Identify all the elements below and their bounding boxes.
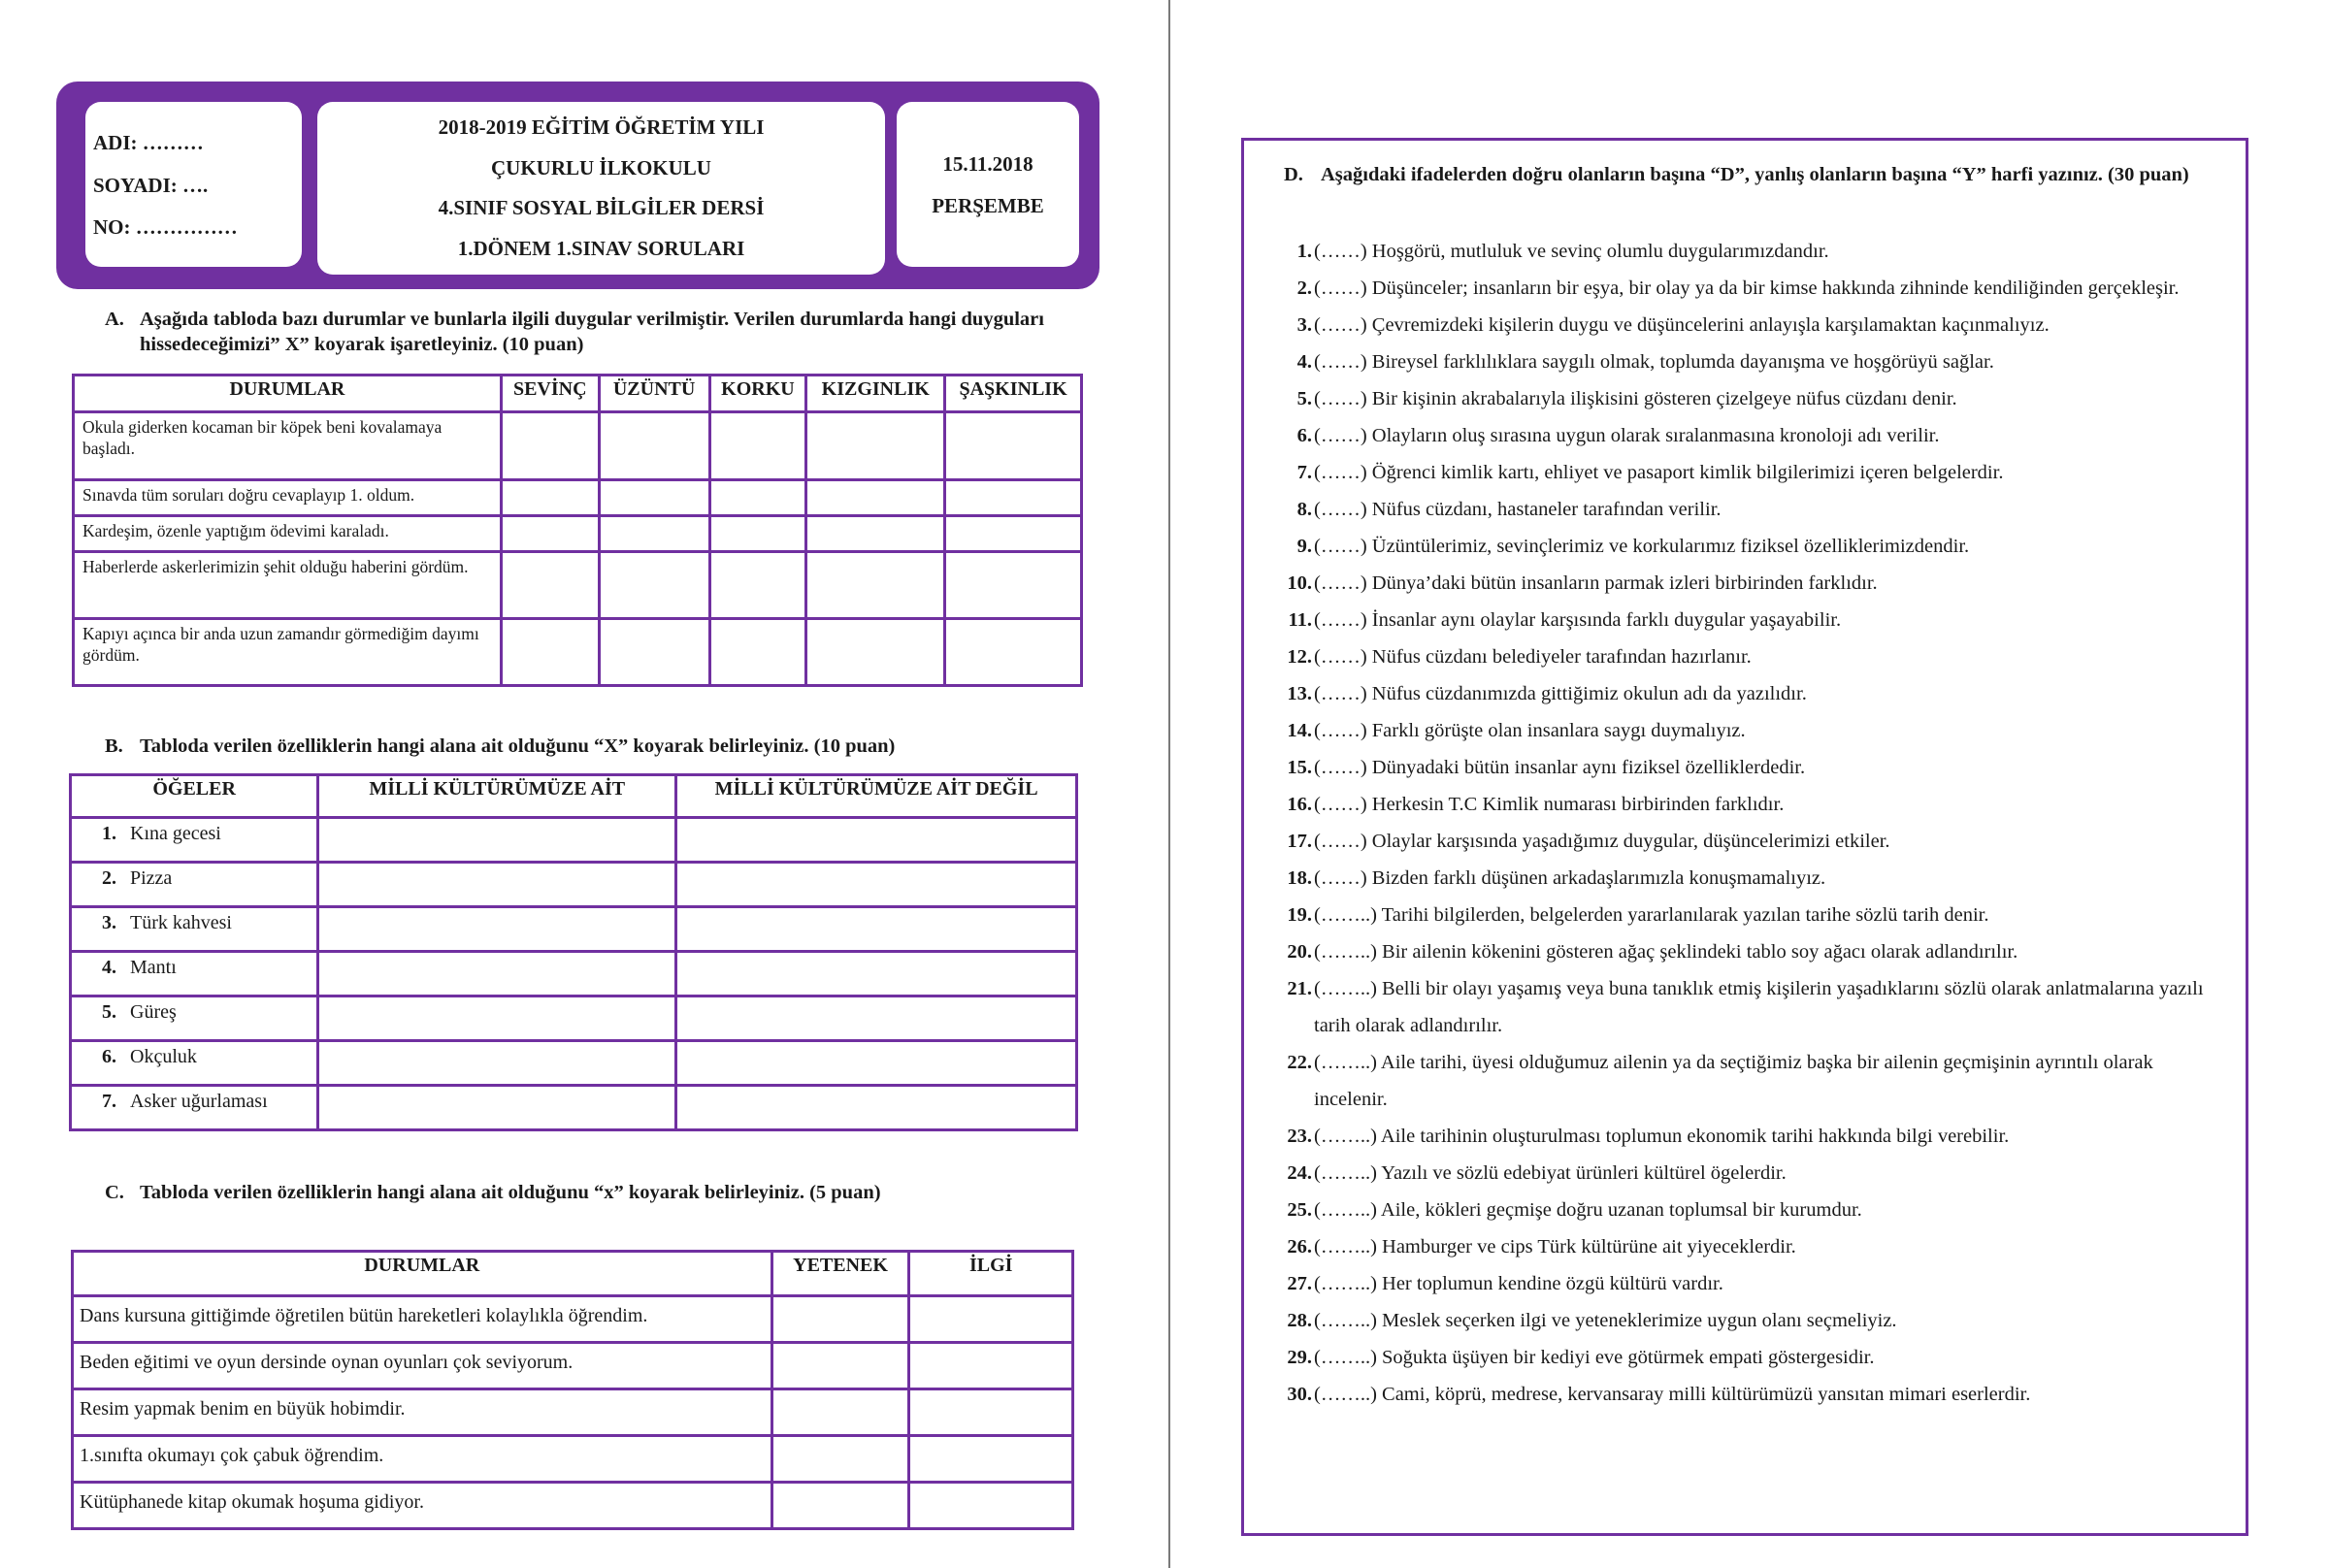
column-header: MİLLİ KÜLTÜRÜMÜZE AİT DEĞİL [676, 775, 1077, 818]
column-header: DURUMLAR [74, 376, 502, 412]
table-row [74, 480, 1082, 516]
question-item[interactable] [1275, 675, 2226, 712]
question-item[interactable] [1275, 1339, 2226, 1376]
question-text: (……..) Tarihi bilgilerden, belgelerden yararlanılarak yazılan tarihe sözlü tarih denir. [1314, 904, 1989, 926]
answer-cell[interactable] [709, 412, 806, 480]
question-number: 10. [1287, 572, 1312, 594]
element-label: Güreş [130, 1001, 177, 1023]
answer-cell[interactable] [909, 1483, 1073, 1529]
question-item[interactable] [1275, 638, 2226, 675]
question-text: (……..) Aile tarihinin oluşturulması toplumun ekonomik tarihi hakkında bilgi verebilir. [1314, 1126, 2010, 1147]
question-item[interactable] [1275, 602, 2226, 638]
answer-cell[interactable] [501, 412, 599, 480]
answer-cell[interactable] [676, 818, 1077, 863]
section-d-letter: D. [1284, 164, 1303, 185]
table-row [73, 1389, 1073, 1436]
table-header-row [71, 775, 1077, 818]
question-item[interactable] [1275, 1265, 2226, 1302]
question-text: (……) Bizden farklı düşünen arkadaşlarımızla konuşmamalıyız. [1314, 867, 1826, 889]
question-text: (……..) Cami, köprü, medrese, kervansaray milli kültürümüzü yansıtan mimari eserlerdir. [1314, 1384, 2031, 1405]
question-item[interactable] [1275, 1228, 2226, 1265]
answer-cell[interactable] [806, 552, 945, 619]
answer-cell[interactable] [771, 1483, 909, 1529]
school-name: ÇUKURLU İLKOKULU [491, 156, 711, 180]
question-number: 21. [1287, 978, 1312, 999]
answer-cell[interactable] [709, 480, 806, 516]
question-item[interactable] [1275, 860, 2226, 897]
table-row [71, 1041, 1077, 1086]
answer-cell[interactable] [945, 412, 1082, 480]
question-item[interactable] [1275, 897, 2226, 933]
question-text: (……..) Belli bir olayı yaşamış veya buna tanıklık etmiş kişilerin yaşadıklarını sözlü olarak anlatmalarına yazılı tarih olarak adlandırılır. [1314, 978, 2204, 1036]
question-number: 8. [1296, 499, 1312, 520]
question-text: (……) Üzüntülerimiz, sevinçlerimiz ve korkularımız fiziksel özelliklerimizdendir. [1314, 536, 1970, 557]
answer-cell[interactable] [676, 996, 1077, 1041]
answer-cell[interactable] [945, 552, 1082, 619]
column-header: ŞAŞKINLIK [945, 376, 1082, 412]
question-text: (……) Dünyadaki bütün insanlar aynı fiziksel özelliklerdedir. [1314, 757, 1806, 778]
question-item[interactable] [1275, 1118, 2226, 1155]
question-item[interactable] [1275, 491, 2226, 528]
question-text: (……..) Yazılı ve sözlü edebiyat ürünleri kültürel ögelerdir. [1314, 1162, 1787, 1184]
question-number: 20. [1287, 941, 1312, 963]
page-divider [1168, 0, 1170, 1568]
student-name-field: ADI: ……… [93, 131, 204, 154]
question-item[interactable] [1275, 528, 2226, 565]
question-number: 24. [1287, 1162, 1312, 1184]
column-header: SEVİNÇ [501, 376, 599, 412]
situation-cell: Resim yapmak benim en büyük hobimdir. [73, 1389, 772, 1436]
course-name: 4.SINIF SOSYAL BİLGİLER DERSİ [438, 196, 765, 219]
exam-date-box [897, 102, 1079, 267]
answer-cell[interactable] [709, 619, 806, 686]
question-number: 4. [1296, 351, 1312, 373]
question-text: (……..) Her toplumun kendine özgü kültürü vardır. [1314, 1273, 1723, 1294]
question-text: (……..) Bir ailenin kökenini gösteren ağaç şeklindeki tablo soy ağacı olarak adlandırılır. [1314, 941, 2018, 963]
exam-title-box [317, 102, 885, 275]
row-number: 6. [102, 1046, 116, 1067]
element-label: Türk kahvesi [130, 912, 232, 933]
element-cell [71, 1041, 318, 1086]
question-item[interactable] [1275, 270, 2226, 307]
question-number: 16. [1287, 794, 1312, 815]
situation-cell: Sınavda tüm soruları doğru cevaplayıp 1. oldum. [74, 480, 502, 516]
question-text: (……) İnsanlar aynı olaylar karşısında farklı duygular yaşayabilir. [1314, 609, 1842, 631]
answer-cell[interactable] [501, 516, 599, 552]
element-label: Okçuluk [130, 1046, 197, 1067]
student-surname-field: SOYADI: …. [93, 174, 209, 197]
question-number: 2. [1296, 278, 1312, 299]
table-row [73, 1296, 1073, 1343]
question-text: (……) Hoşgörü, mutluluk ve sevinç olumlu duygularımızdandır. [1314, 241, 1829, 262]
answer-cell[interactable] [945, 619, 1082, 686]
answer-cell[interactable] [676, 952, 1077, 996]
table-row [73, 1343, 1073, 1389]
question-text: (……..) Aile tarihi, üyesi olduğumuz ailenin ya da seçtiğimiz başka bir ailenin geçmişinin ayrıntılı olarak incelenir. [1314, 1052, 2153, 1110]
question-item[interactable] [1275, 1376, 2226, 1413]
section-c-heading [105, 1180, 1085, 1205]
answer-cell[interactable] [709, 516, 806, 552]
situation-cell: Kapıyı açınca bir anda uzun zamandır görmediğim dayımı gördüm. [74, 619, 502, 686]
question-item[interactable] [1275, 1155, 2226, 1192]
answer-cell[interactable] [599, 480, 709, 516]
situation-cell: Haberlerde askerlerimizin şehit olduğu haberini gördüm. [74, 552, 502, 619]
section-a-heading [105, 307, 1085, 357]
table-row [71, 996, 1077, 1041]
table-row [74, 516, 1082, 552]
question-text: (……) Nüfus cüzdanı belediyeler tarafından hazırlanır. [1314, 646, 1752, 668]
question-item[interactable] [1275, 565, 2226, 602]
answer-cell[interactable] [676, 863, 1077, 907]
element-label: Pizza [130, 867, 173, 889]
question-text: (……..) Hamburger ve cips Türk kültürüne ait yiyeceklerdir. [1314, 1236, 1796, 1258]
exam-name: 1.DÖNEM 1.SINAV SORULARI [457, 237, 745, 260]
answer-cell[interactable] [771, 1389, 909, 1436]
question-number: 23. [1287, 1126, 1312, 1147]
question-item[interactable] [1275, 343, 2226, 380]
question-number: 12. [1287, 646, 1312, 668]
answer-cell[interactable] [806, 516, 945, 552]
question-text: (……) Nüfus cüzdanımızda gittiğimiz okulun adı da yazılıdır. [1314, 683, 1807, 704]
answer-cell[interactable] [501, 480, 599, 516]
talent-interest-table [71, 1250, 1074, 1530]
table-row [74, 619, 1082, 686]
answer-cell[interactable] [709, 552, 806, 619]
question-number: 6. [1296, 425, 1312, 446]
question-text: (……..) Meslek seçerken ilgi ve yeteneklerimize uygun olanı seçmeliyiz. [1314, 1310, 1897, 1331]
answer-cell[interactable] [676, 1041, 1077, 1086]
answer-cell[interactable] [599, 412, 709, 480]
table-row [71, 1086, 1077, 1130]
question-text: (……) Nüfus cüzdanı, hastaneler tarafından verilir. [1314, 499, 1722, 520]
element-cell [71, 863, 318, 907]
question-item[interactable] [1275, 1302, 2226, 1339]
culture-elements-table [69, 773, 1078, 1131]
answer-cell[interactable] [909, 1343, 1073, 1389]
answer-cell[interactable] [599, 552, 709, 619]
answer-cell[interactable] [318, 1086, 676, 1130]
answer-cell[interactable] [599, 516, 709, 552]
answer-cell[interactable] [599, 619, 709, 686]
question-item[interactable] [1275, 933, 2226, 970]
table-header-row [73, 1252, 1073, 1296]
question-text: (……..) Soğukta üşüyen bir kediyi eve götürmek empati göstergesidir. [1314, 1347, 1875, 1368]
answer-cell[interactable] [501, 619, 599, 686]
answer-cell[interactable] [318, 1041, 676, 1086]
question-number: 18. [1287, 867, 1312, 889]
table-row [71, 952, 1077, 996]
answer-cell[interactable] [318, 996, 676, 1041]
situation-cell: Dans kursuna gittiğimde öğretilen bütün hareketleri kolaylıkla öğrendim. [73, 1296, 772, 1343]
question-item[interactable] [1275, 1192, 2226, 1228]
student-info-box [85, 102, 302, 267]
row-number: 1. [102, 823, 116, 844]
question-item[interactable] [1275, 233, 2226, 270]
question-number: 13. [1287, 683, 1312, 704]
table-header-row [74, 376, 1082, 412]
column-header: ÖĞELER [71, 775, 318, 818]
question-item[interactable] [1275, 712, 2226, 749]
section-d-heading [1284, 163, 2215, 186]
answer-cell[interactable] [676, 907, 1077, 952]
element-cell [71, 907, 318, 952]
question-number: 15. [1287, 757, 1312, 778]
element-cell [71, 952, 318, 996]
answer-cell[interactable] [771, 1436, 909, 1483]
answer-cell[interactable] [501, 552, 599, 619]
situation-cell: Kütüphanede kitap okumak hoşuma gidiyor. [73, 1483, 772, 1529]
situation-cell: Kardeşim, özenle yaptığım ödevimi karaladı. [74, 516, 502, 552]
question-number: 26. [1287, 1236, 1312, 1258]
row-number: 3. [102, 912, 116, 933]
situation-cell: Beden eğitimi ve oyun dersinde oynan oyunları çok seviyorum. [73, 1343, 772, 1389]
answer-cell[interactable] [945, 480, 1082, 516]
question-text: (……) Öğrenci kimlik kartı, ehliyet ve pasaport kimlik bilgilerimizi içeren belgelerdir. [1314, 462, 2004, 483]
column-header: İLGİ [909, 1252, 1073, 1296]
element-cell [71, 996, 318, 1041]
question-item[interactable] [1275, 307, 2226, 343]
section-b-heading [105, 734, 1085, 759]
answer-cell[interactable] [806, 619, 945, 686]
question-number: 7. [1296, 462, 1312, 483]
question-item[interactable] [1275, 1044, 2226, 1118]
answer-cell[interactable] [318, 818, 676, 863]
question-text: (……..) Aile, kökleri geçmişe doğru uzanan toplumsal bir kurumdur. [1314, 1199, 1862, 1221]
question-item[interactable] [1275, 823, 2226, 860]
row-number: 4. [102, 957, 116, 978]
question-text: (……) Bireysel farklılıklara saygılı olmak, toplumda dayanışma ve hoşgörüyü sağlar. [1314, 351, 1994, 373]
question-number: 9. [1296, 536, 1312, 557]
row-number: 2. [102, 867, 116, 889]
answer-cell[interactable] [945, 516, 1082, 552]
answer-cell[interactable] [806, 480, 945, 516]
question-number: 25. [1287, 1199, 1312, 1221]
exam-day: PERŞEMBE [932, 194, 1044, 217]
section-a-letter: A. [105, 309, 124, 330]
table-row [73, 1436, 1073, 1483]
answer-cell[interactable] [771, 1296, 909, 1343]
question-text: (……) Herkesin T.C Kimlik numarası birbirinden farklıdır. [1314, 794, 1785, 815]
answer-cell[interactable] [676, 1086, 1077, 1130]
answer-cell[interactable] [806, 412, 945, 480]
question-number: 28. [1287, 1310, 1312, 1331]
table-row [74, 552, 1082, 619]
answer-cell[interactable] [318, 863, 676, 907]
question-number: 1. [1296, 241, 1312, 262]
section-c-letter: C. [105, 1182, 124, 1203]
question-item[interactable] [1275, 749, 2226, 786]
table-row [73, 1483, 1073, 1529]
column-header: ÜZÜNTÜ [599, 376, 709, 412]
section-b-instruction: Tabloda verilen özelliklerin hangi alana ait olduğunu “X” koyarak belirleyiniz. (10 puan) [140, 735, 896, 757]
question-number: 5. [1296, 388, 1312, 409]
question-text: (……) Çevremizdeki kişilerin duygu ve düşüncelerini anlayışla karşılamaktan kaçınmalıyız. [1314, 314, 2050, 336]
element-cell [71, 1086, 318, 1130]
row-number: 7. [102, 1091, 116, 1112]
question-item[interactable] [1275, 786, 2226, 823]
answer-cell[interactable] [909, 1296, 1073, 1343]
section-d-instruction: Aşağıdaki ifadelerden doğru olanların başına “D”, yanlış olanların başına “Y” harfi yazınız. (30 puan) [1321, 164, 2189, 185]
question-number: 22. [1287, 1052, 1312, 1073]
section-a-instruction: Aşağıda tabloda bazı durumlar ve bunlarla ilgili duygular verilmiştir. Verilen durumlarda hangi duyguları hissedeceğimizi” X” koyarak işaretleyiniz. (10 puan) [140, 309, 1044, 355]
column-header: YETENEK [771, 1252, 909, 1296]
question-number: 19. [1287, 904, 1312, 926]
question-number: 30. [1287, 1384, 1312, 1405]
element-label: Asker uğurlaması [130, 1091, 268, 1112]
table-row [71, 907, 1077, 952]
answer-cell[interactable] [318, 952, 676, 996]
situation-cell: Okula giderken kocaman bir köpek beni kovalamaya başladı. [74, 412, 502, 480]
element-label: Mantı [130, 957, 177, 978]
situation-cell: 1.sınıfta okumayı çok çabuk öğrendim. [73, 1436, 772, 1483]
question-text: (……) Bir kişinin akrabalarıyla ilişkisini gösteren çizelgeye nüfus cüzdanı denir. [1314, 388, 1957, 409]
column-header: KIZGINLIK [806, 376, 945, 412]
exam-date: 15.11.2018 [942, 152, 1033, 176]
table-row [71, 863, 1077, 907]
question-number: 14. [1287, 720, 1312, 741]
answer-cell[interactable] [771, 1343, 909, 1389]
question-number: 27. [1287, 1273, 1312, 1294]
exam-year: 2018-2019 EĞİTİM ÖĞRETİM YILI [438, 115, 765, 139]
question-text: (……) Farklı görüşte olan insanlara saygı duymalıyız. [1314, 720, 1746, 741]
table-row [71, 818, 1077, 863]
question-text: (……) Olaylar karşısında yaşadığımız duygular, düşüncelerimizi etkiler. [1314, 831, 1890, 852]
element-cell [71, 818, 318, 863]
section-b-letter: B. [105, 735, 123, 757]
question-item[interactable] [1275, 970, 2226, 1044]
question-text: (……) Dünya’daki bütün insanların parmak izleri birbirinden farklıdır. [1314, 572, 1878, 594]
question-item[interactable] [1275, 380, 2226, 417]
column-header: DURUMLAR [73, 1252, 772, 1296]
question-number: 17. [1287, 831, 1312, 852]
answer-cell[interactable] [909, 1436, 1073, 1483]
emotions-table [72, 374, 1083, 687]
column-header: MİLLİ KÜLTÜRÜMÜZE AİT [318, 775, 676, 818]
element-label: Kına gecesi [130, 823, 221, 844]
student-number-field: NO: …………… [93, 215, 238, 239]
question-item[interactable] [1275, 454, 2226, 491]
answer-cell[interactable] [909, 1389, 1073, 1436]
question-text: (……) Olayların oluş sırasına uygun olarak sıralanmasına kronoloji adı verilir. [1314, 425, 1940, 446]
question-number: 29. [1287, 1347, 1312, 1368]
answer-cell[interactable] [318, 907, 676, 952]
table-row [74, 412, 1082, 480]
row-number: 5. [102, 1001, 116, 1023]
section-c-instruction: Tabloda verilen özelliklerin hangi alana ait olduğunu “x” koyarak belirleyiniz. (5 puan) [140, 1182, 881, 1203]
question-item[interactable] [1275, 417, 2226, 454]
question-text: (……) Düşünceler; insanların bir eşya, bir olay ya da bir kimse hakkında zihninde kendiliğinden gerçekleşir. [1314, 278, 2180, 299]
column-header: KORKU [709, 376, 806, 412]
question-number: 11. [1288, 609, 1312, 631]
question-number: 3. [1296, 314, 1312, 336]
